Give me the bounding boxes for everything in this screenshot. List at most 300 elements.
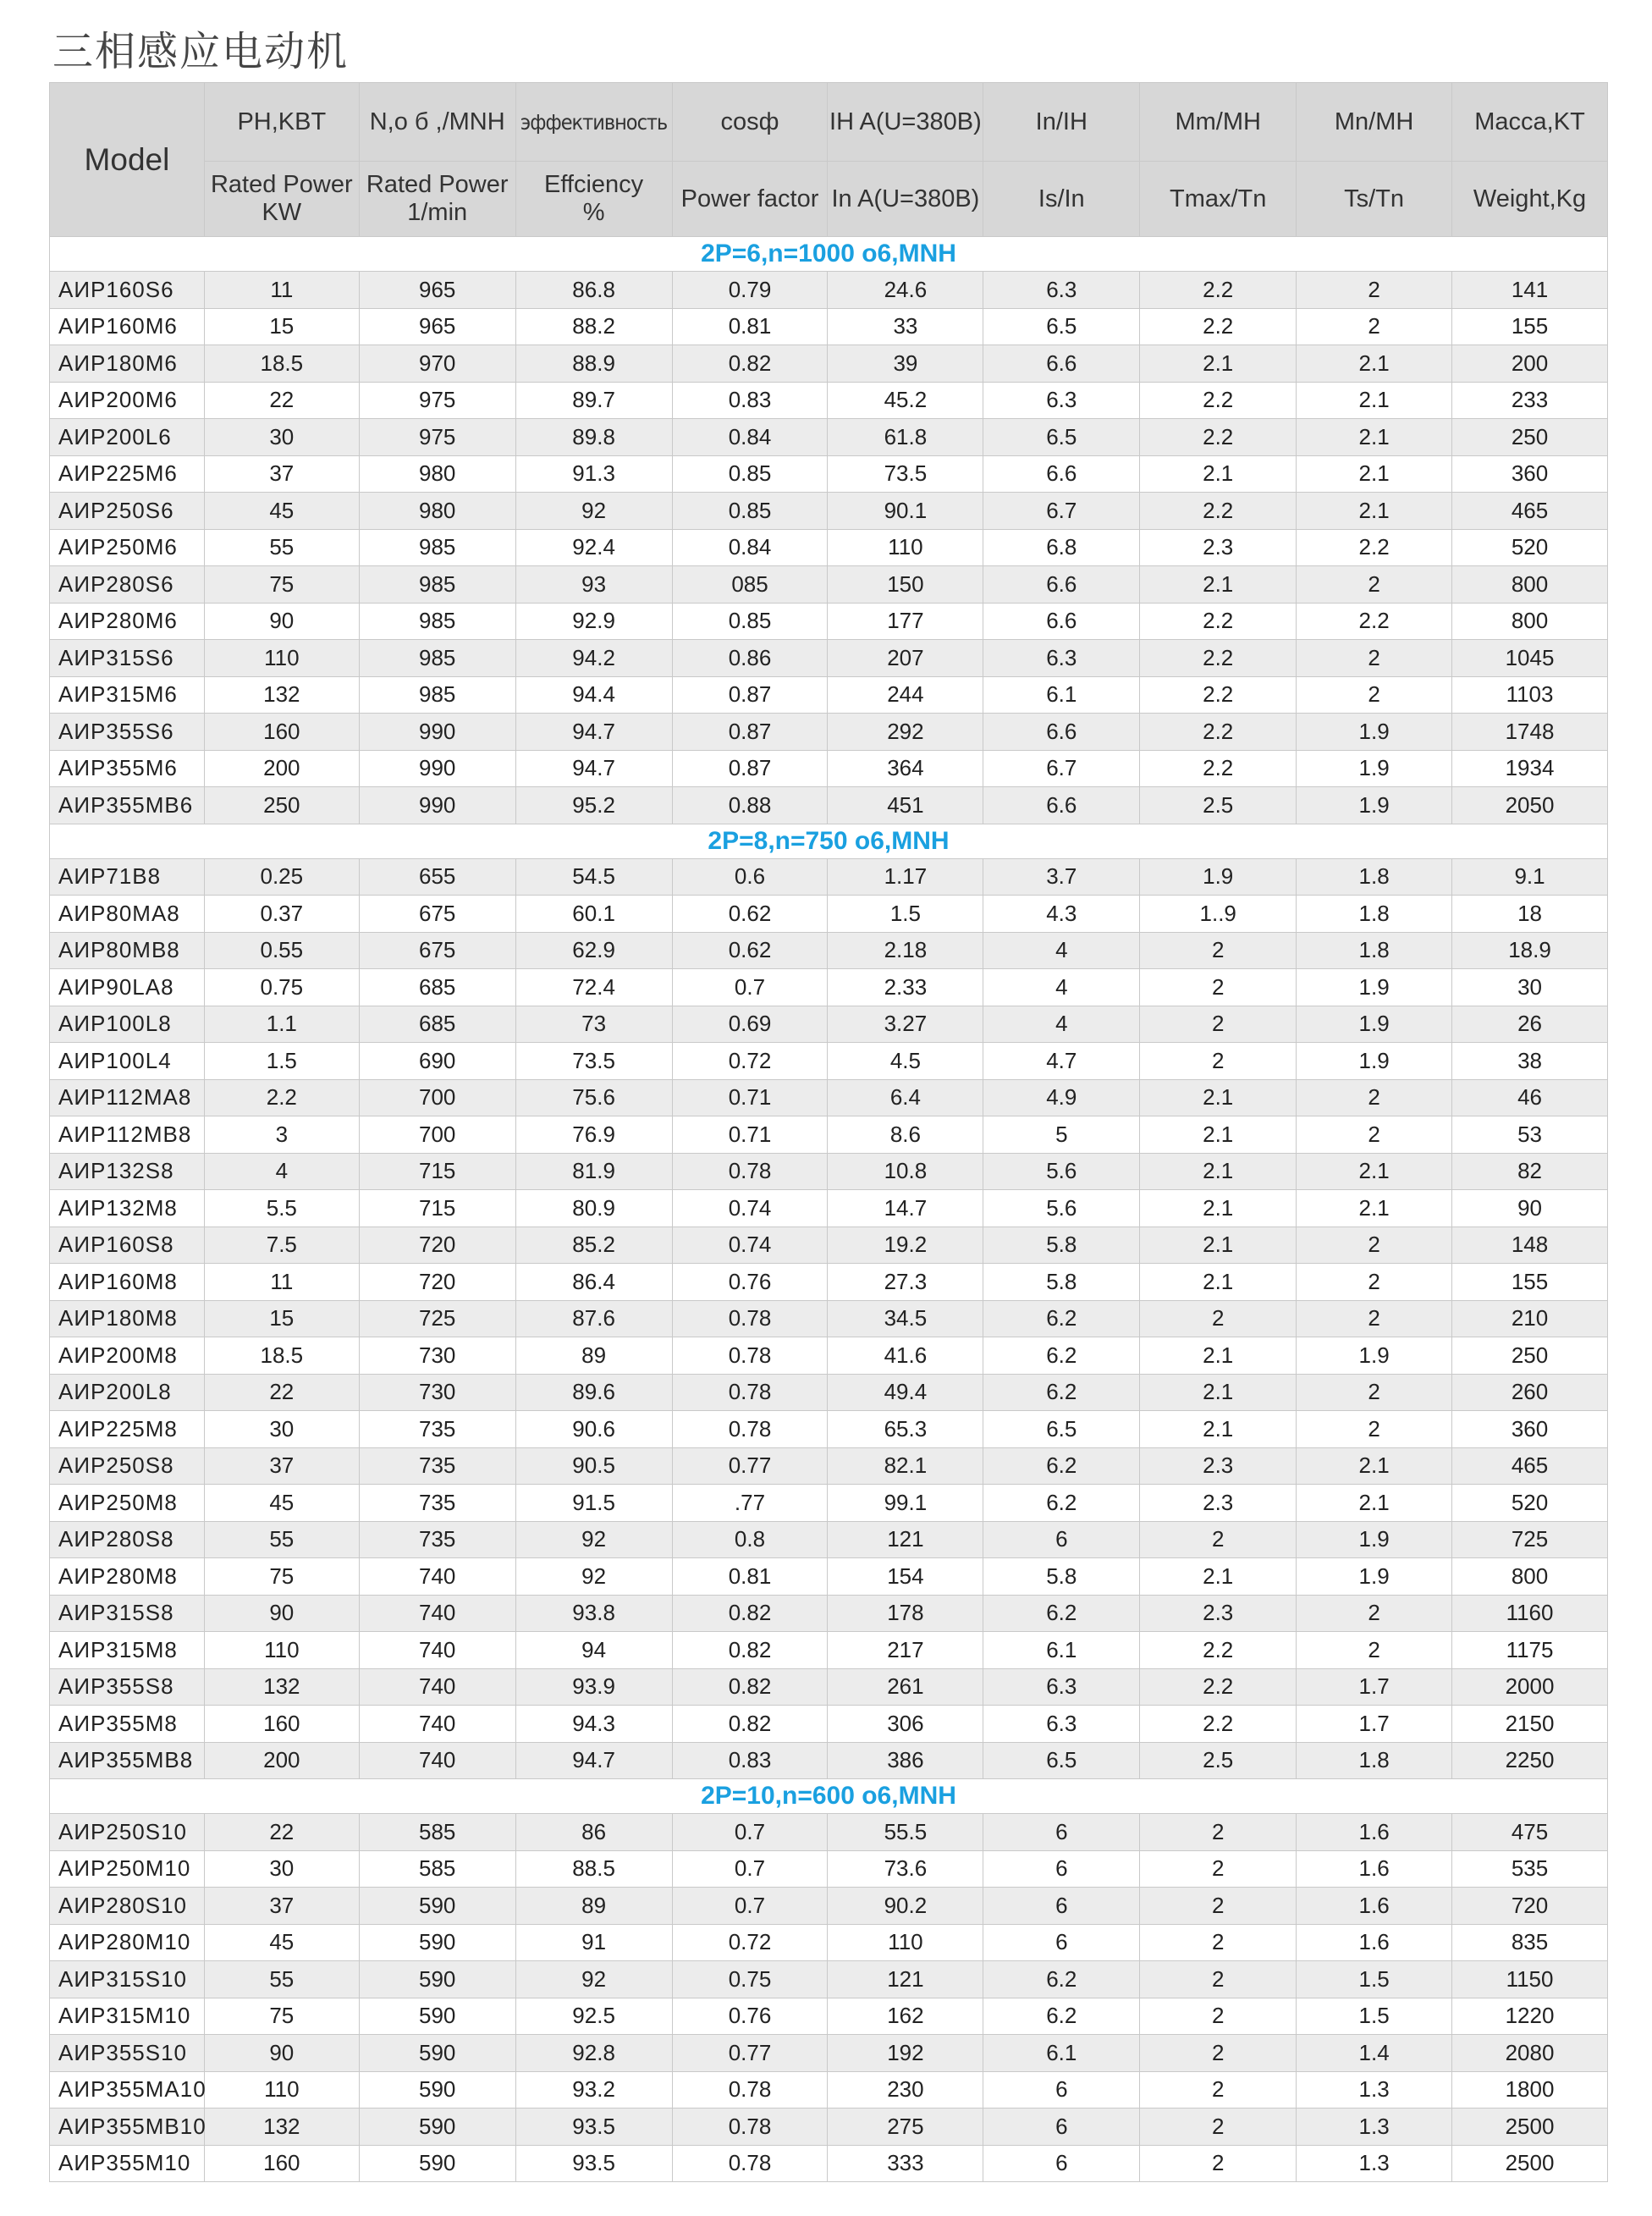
table-cell: 2 — [1140, 1924, 1297, 1961]
table-cell: 217 — [828, 1632, 983, 1669]
table-cell: 2 — [1140, 969, 1297, 1006]
table-cell: 82 — [1452, 1153, 1608, 1190]
table-cell: 2 — [1297, 1264, 1452, 1301]
model-cell: AИP225M8 — [50, 1411, 205, 1448]
table-cell: 14.7 — [828, 1190, 983, 1227]
table-cell: 3 — [204, 1116, 359, 1154]
table-cell: 80.9 — [515, 1190, 672, 1227]
table-cell: 364 — [828, 750, 983, 787]
table-cell: 590 — [359, 1998, 515, 2035]
table-cell: 73.5 — [828, 455, 983, 493]
table-cell: 15 — [204, 308, 359, 345]
table-cell: 1.8 — [1297, 1742, 1452, 1779]
table-cell: 2.1 — [1140, 1190, 1297, 1227]
table-cell: 655 — [359, 858, 515, 896]
table-cell: 94.7 — [515, 750, 672, 787]
table-cell: 2.1 — [1297, 419, 1452, 456]
model-cell: AИP160S6 — [50, 272, 205, 309]
col-header-bottom: Rated Power 1/min — [359, 162, 515, 237]
table-cell: 1.5 — [1297, 1998, 1452, 2035]
table-cell: 160 — [204, 714, 359, 751]
table-cell: 62.9 — [515, 932, 672, 969]
section-title: 2P=6,n=1000 o6,MNH — [50, 237, 1608, 272]
table-cell: 89 — [515, 1888, 672, 1925]
table-cell: 2.1 — [1140, 1337, 1297, 1375]
table-cell: 1748 — [1452, 714, 1608, 751]
table-cell: 92 — [515, 1961, 672, 1998]
table-cell: 60.1 — [515, 896, 672, 933]
table-cell: 90.5 — [515, 1447, 672, 1485]
table-cell: 200 — [204, 750, 359, 787]
table-cell: 90.1 — [828, 493, 983, 530]
table-cell: 18 — [1452, 896, 1608, 933]
table-cell: 18.5 — [204, 345, 359, 383]
table-cell: 110 — [828, 529, 983, 566]
table-row — [50, 1153, 1608, 1190]
table-cell: 735 — [359, 1485, 515, 1522]
table-cell: 3.7 — [983, 858, 1140, 896]
table-cell: 55.5 — [828, 1814, 983, 1851]
table-cell: 10.8 — [828, 1153, 983, 1190]
model-cell: AИP160M6 — [50, 308, 205, 345]
table-cell: 590 — [359, 2035, 515, 2072]
table-cell: 985 — [359, 640, 515, 677]
table-cell: 6.5 — [983, 1411, 1140, 1448]
table-cell: 121 — [828, 1521, 983, 1558]
col-header-bottom: Is/In — [983, 162, 1140, 237]
table-cell: 2.3 — [1140, 1595, 1297, 1632]
table-cell: 54.5 — [515, 858, 672, 896]
table-row — [50, 858, 1608, 896]
table-cell: 0.7 — [672, 1814, 828, 1851]
table-cell: 244 — [828, 676, 983, 714]
table-cell: 4.9 — [983, 1079, 1140, 1116]
table-cell: 73.5 — [515, 1043, 672, 1080]
table-cell: 49.4 — [828, 1374, 983, 1411]
table-cell: 6.2 — [983, 1485, 1140, 1522]
table-cell: 93.9 — [515, 1668, 672, 1706]
table-cell: 2 — [1140, 1850, 1297, 1888]
table-cell: 0.85 — [672, 603, 828, 640]
table-cell: 1.7 — [1297, 1668, 1452, 1706]
table-cell: 6.5 — [983, 1742, 1140, 1779]
table-cell: 0.77 — [672, 1447, 828, 1485]
table-cell: 94 — [515, 1632, 672, 1669]
col-header-bottom: Rated Power KW — [204, 162, 359, 237]
table-cell: 233 — [1452, 382, 1608, 419]
table-cell: 2.1 — [1297, 1447, 1452, 1485]
table-cell: 86.4 — [515, 1264, 672, 1301]
table-cell: 6.7 — [983, 493, 1140, 530]
col-header-bottom: Weight,Kg — [1452, 162, 1608, 237]
col-header-top: Mn/MH — [1297, 83, 1452, 162]
col-header-bottom: Tmax/Tn — [1140, 162, 1297, 237]
table-cell: 0.76 — [672, 1264, 828, 1301]
model-cell: AИP250S6 — [50, 493, 205, 530]
table-cell: 2.3 — [1140, 1485, 1297, 1522]
col-header-top: PH,KBT — [204, 83, 359, 162]
table-cell: 990 — [359, 750, 515, 787]
table-cell: 1.9 — [1297, 787, 1452, 824]
table-cell: 82.1 — [828, 1447, 983, 1485]
table-cell: 6.7 — [983, 750, 1140, 787]
table-cell: 675 — [359, 932, 515, 969]
table-cell: 88.5 — [515, 1850, 672, 1888]
table-cell: 1.3 — [1297, 2145, 1452, 2182]
table-cell: 94.4 — [515, 676, 672, 714]
table-cell: 72.4 — [515, 969, 672, 1006]
table-cell: 975 — [359, 419, 515, 456]
table-cell: 2 — [1140, 2071, 1297, 2109]
table-cell: 0.72 — [672, 1924, 828, 1961]
table-cell: 6.5 — [983, 419, 1140, 456]
table-cell: 5.6 — [983, 1190, 1140, 1227]
table-cell: 6.3 — [983, 640, 1140, 677]
table-cell: 1.9 — [1140, 858, 1297, 896]
table-row — [50, 1521, 1608, 1558]
table-cell: 7.5 — [204, 1227, 359, 1264]
table-row — [50, 1706, 1608, 1743]
table-cell: 260 — [1452, 1374, 1608, 1411]
model-cell: AИP100L8 — [50, 1006, 205, 1043]
model-cell: AИP280S10 — [50, 1888, 205, 1925]
table-cell: 6.6 — [983, 566, 1140, 604]
col-header-top: Macca,KT — [1452, 83, 1608, 162]
table-cell: 1.8 — [1297, 932, 1452, 969]
table-cell: 0.82 — [672, 1706, 828, 1743]
section-header-row — [50, 1779, 1608, 1814]
table-cell: 155 — [1452, 1264, 1608, 1301]
model-cell: AИP160S8 — [50, 1227, 205, 1264]
table-cell: 0.76 — [672, 1998, 828, 2035]
table-cell: 1.1 — [204, 1006, 359, 1043]
model-cell: AИP112MA8 — [50, 1079, 205, 1116]
motor-spec-table — [49, 82, 1608, 2182]
table-cell: 90 — [204, 2035, 359, 2072]
table-cell: 2.5 — [1140, 787, 1297, 824]
table-row — [50, 932, 1608, 969]
table-cell: 6 — [983, 2071, 1140, 2109]
table-cell: 11 — [204, 272, 359, 309]
table-cell: 275 — [828, 2109, 983, 2146]
model-cell: AИP80MA8 — [50, 896, 205, 933]
table-cell: 4 — [204, 1153, 359, 1190]
table-cell: 6.3 — [983, 1668, 1140, 1706]
table-cell: 520 — [1452, 1485, 1608, 1522]
table-cell: 0.77 — [672, 2035, 828, 2072]
table-row — [50, 1924, 1608, 1961]
table-row — [50, 1264, 1608, 1301]
table-row — [50, 1006, 1608, 1043]
table-cell: 2.1 — [1297, 455, 1452, 493]
table-cell: 5.8 — [983, 1227, 1140, 1264]
table-cell: 200 — [1452, 345, 1608, 383]
table-cell: 261 — [828, 1668, 983, 1706]
model-cell: AИP355S10 — [50, 2035, 205, 2072]
table-cell: 1.6 — [1297, 1888, 1452, 1925]
table-cell: 45 — [204, 1924, 359, 1961]
table-cell: 2 — [1297, 1632, 1452, 1669]
section-header-row — [50, 237, 1608, 272]
table-cell: 41.6 — [828, 1337, 983, 1375]
table-cell: 1800 — [1452, 2071, 1608, 2109]
table-row — [50, 1300, 1608, 1337]
table-row — [50, 1079, 1608, 1116]
table-cell: 1.4 — [1297, 2035, 1452, 2072]
table-cell: 2.18 — [828, 932, 983, 969]
table-cell: 230 — [828, 2071, 983, 2109]
model-cell: AИP280M8 — [50, 1558, 205, 1596]
table-cell: 6.2 — [983, 1447, 1140, 1485]
table-cell: 4 — [983, 1006, 1140, 1043]
table-cell: 980 — [359, 493, 515, 530]
table-cell: 11 — [204, 1264, 359, 1301]
table-row — [50, 1850, 1608, 1888]
table-cell: 6.2 — [983, 1961, 1140, 1998]
table-row — [50, 640, 1608, 677]
table-cell: 585 — [359, 1850, 515, 1888]
table-body — [50, 237, 1608, 2182]
table-cell: 92.5 — [515, 1998, 672, 2035]
table-cell: 0.71 — [672, 1116, 828, 1154]
table-cell: 386 — [828, 1742, 983, 1779]
model-cell: AИP315M8 — [50, 1632, 205, 1669]
table-cell: 2.3 — [1140, 1447, 1297, 1485]
table-cell: 0.79 — [672, 272, 828, 309]
table-cell: 1150 — [1452, 1961, 1608, 1998]
table-cell: 94.7 — [515, 1742, 672, 1779]
model-cell: AИP250S8 — [50, 1447, 205, 1485]
table-cell: 2.1 — [1140, 1079, 1297, 1116]
table-cell: 715 — [359, 1190, 515, 1227]
table-cell: 75 — [204, 1998, 359, 2035]
table-cell: 700 — [359, 1116, 515, 1154]
col-header-top: Mm/MH — [1140, 83, 1297, 162]
table-cell: 2.2 — [1140, 1706, 1297, 1743]
table-cell: 2.2 — [1140, 1668, 1297, 1706]
table-cell: 2.2 — [1140, 640, 1297, 677]
model-cell: AИP132M8 — [50, 1190, 205, 1227]
table-cell: 6 — [983, 2109, 1140, 2146]
table-cell: 94.7 — [515, 714, 672, 751]
table-cell: 4.5 — [828, 1043, 983, 1080]
model-cell: AИP315S6 — [50, 640, 205, 677]
table-cell: 250 — [1452, 419, 1608, 456]
col-header-top: эффективность — [515, 83, 672, 162]
table-cell: 45.2 — [828, 382, 983, 419]
table-row — [50, 896, 1608, 933]
table-cell: 6 — [983, 1521, 1140, 1558]
table-cell: 1.9 — [1297, 1521, 1452, 1558]
table-row — [50, 787, 1608, 824]
table-cell: 800 — [1452, 1558, 1608, 1596]
table-cell: 475 — [1452, 1814, 1608, 1851]
table-cell: 2 — [1140, 1888, 1297, 1925]
table-cell: 0.83 — [672, 382, 828, 419]
table-cell: 3.27 — [828, 1006, 983, 1043]
table-cell: 89.8 — [515, 419, 672, 456]
model-cell: AИP112MB8 — [50, 1116, 205, 1154]
table-cell: 0.74 — [672, 1190, 828, 1227]
table-cell: 30 — [204, 1850, 359, 1888]
table-cell: 30 — [204, 419, 359, 456]
table-cell: 2500 — [1452, 2109, 1608, 2146]
table-row — [50, 2071, 1608, 2109]
table-cell: 985 — [359, 603, 515, 640]
table-cell: 2.1 — [1297, 1153, 1452, 1190]
table-cell: 0.81 — [672, 1558, 828, 1596]
table-cell: 92.8 — [515, 2035, 672, 2072]
table-cell: 73.6 — [828, 1850, 983, 1888]
table-cell: 53 — [1452, 1116, 1608, 1154]
table-row — [50, 1961, 1608, 1998]
table-cell: 465 — [1452, 1447, 1608, 1485]
table-cell: 22 — [204, 382, 359, 419]
table-cell: 148 — [1452, 1227, 1608, 1264]
table-cell: 0.8 — [672, 1521, 828, 1558]
table-cell: 715 — [359, 1153, 515, 1190]
table-cell: 2 — [1140, 1521, 1297, 1558]
model-cell: AИP90LA8 — [50, 969, 205, 1006]
table-cell: 4.7 — [983, 1043, 1140, 1080]
table-cell: 2.1 — [1140, 1116, 1297, 1154]
table-cell: 2.33 — [828, 969, 983, 1006]
table-cell: 2.2 — [1297, 603, 1452, 640]
table-row — [50, 566, 1608, 604]
table-cell: 306 — [828, 1706, 983, 1743]
table-cell: 1.6 — [1297, 1924, 1452, 1961]
table-cell: 2.1 — [1140, 1153, 1297, 1190]
table-cell: 2 — [1140, 2035, 1297, 2072]
table-cell: 89.6 — [515, 1374, 672, 1411]
table-cell: 2.1 — [1140, 455, 1297, 493]
table-cell: 2 — [1140, 1006, 1297, 1043]
table-cell: 360 — [1452, 455, 1608, 493]
table-cell: 2 — [1297, 1374, 1452, 1411]
table-cell: 685 — [359, 1006, 515, 1043]
table-cell: 1175 — [1452, 1632, 1608, 1669]
table-row — [50, 493, 1608, 530]
table-cell: 2 — [1297, 1411, 1452, 1448]
table-cell: 0.78 — [672, 2145, 828, 2182]
table-cell: 1.3 — [1297, 2109, 1452, 2146]
table-row — [50, 750, 1608, 787]
model-cell: AИP315S8 — [50, 1595, 205, 1632]
table-cell: 2 — [1140, 1961, 1297, 1998]
table-cell: 1220 — [1452, 1998, 1608, 2035]
table-cell: 1.5 — [828, 896, 983, 933]
table-row — [50, 1337, 1608, 1375]
table-cell: 2.2 — [204, 1079, 359, 1116]
model-cell: AИP355M10 — [50, 2145, 205, 2182]
table-cell: 985 — [359, 566, 515, 604]
table-row — [50, 382, 1608, 419]
table-cell: 0.6 — [672, 858, 828, 896]
table-cell: 46 — [1452, 1079, 1608, 1116]
table-cell: 110 — [204, 640, 359, 677]
model-cell: AИP160M8 — [50, 1264, 205, 1301]
model-cell: AИP200L8 — [50, 1374, 205, 1411]
table-cell: 93.8 — [515, 1595, 672, 1632]
table-cell: 2 — [1140, 1300, 1297, 1337]
table-cell: 154 — [828, 1558, 983, 1596]
table-cell: 6.6 — [983, 603, 1140, 640]
table-cell: 9.1 — [1452, 858, 1608, 896]
table-cell: 2150 — [1452, 1706, 1608, 1743]
table-cell: 0.78 — [672, 2071, 828, 2109]
table-cell: 6 — [983, 2145, 1140, 2182]
table-row — [50, 2145, 1608, 2182]
table-row — [50, 969, 1608, 1006]
model-cell: AИP355MB8 — [50, 1742, 205, 1779]
table-cell: 740 — [359, 1632, 515, 1669]
table-cell: 6.1 — [983, 2035, 1140, 2072]
table-cell: 0.81 — [672, 308, 828, 345]
model-cell: AИP355MB6 — [50, 787, 205, 824]
table-cell: 585 — [359, 1814, 515, 1851]
table-cell: 2 — [1297, 1300, 1452, 1337]
table-cell: 160 — [204, 2145, 359, 2182]
table-cell: 61.8 — [828, 419, 983, 456]
table-row — [50, 1888, 1608, 1925]
table-cell: 5.6 — [983, 1153, 1140, 1190]
table-cell: 0.69 — [672, 1006, 828, 1043]
table-cell: 75 — [204, 566, 359, 604]
table-cell: 292 — [828, 714, 983, 751]
table-row — [50, 1558, 1608, 1596]
table-cell: 92 — [515, 493, 672, 530]
table-cell: 92 — [515, 1521, 672, 1558]
table-cell: 38 — [1452, 1043, 1608, 1080]
table-row — [50, 1190, 1608, 1227]
col-header-bottom: Power factor — [672, 162, 828, 237]
table-cell: 2.5 — [1140, 1742, 1297, 1779]
table-cell: 177 — [828, 603, 983, 640]
table-cell: 2.1 — [1140, 1264, 1297, 1301]
table-cell: 8.6 — [828, 1116, 983, 1154]
model-cell: AИP315M6 — [50, 676, 205, 714]
table-cell: 15 — [204, 1300, 359, 1337]
table-cell: 2080 — [1452, 2035, 1608, 2072]
table-cell: 90 — [1452, 1190, 1608, 1227]
table-cell: 90.2 — [828, 1888, 983, 1925]
model-cell: AИP355M8 — [50, 1706, 205, 1743]
table-row — [50, 1447, 1608, 1485]
model-cell: AИP315M10 — [50, 1998, 205, 2035]
table-cell: 6.3 — [983, 1706, 1140, 1743]
table-cell: 1.5 — [1297, 1961, 1452, 1998]
table-cell: 590 — [359, 1924, 515, 1961]
table-cell: 700 — [359, 1079, 515, 1116]
table-row — [50, 529, 1608, 566]
table-cell: 1.9 — [1297, 1043, 1452, 1080]
table-cell: 75.6 — [515, 1079, 672, 1116]
table-cell: 4 — [983, 932, 1140, 969]
table-cell: 6.6 — [983, 345, 1140, 383]
table-cell: 835 — [1452, 1924, 1608, 1961]
table-cell: 27.3 — [828, 1264, 983, 1301]
table-cell: 965 — [359, 272, 515, 309]
table-cell: 0.82 — [672, 345, 828, 383]
table-cell: 6.2 — [983, 1374, 1140, 1411]
table-header — [50, 83, 1608, 237]
table-cell: 2 — [1297, 676, 1452, 714]
model-cell: AИP280M10 — [50, 1924, 205, 1961]
table-cell: .77 — [672, 1485, 828, 1522]
model-cell: AИP280S8 — [50, 1521, 205, 1558]
table-cell: 2 — [1297, 272, 1452, 309]
model-cell: AИP250S10 — [50, 1814, 205, 1851]
